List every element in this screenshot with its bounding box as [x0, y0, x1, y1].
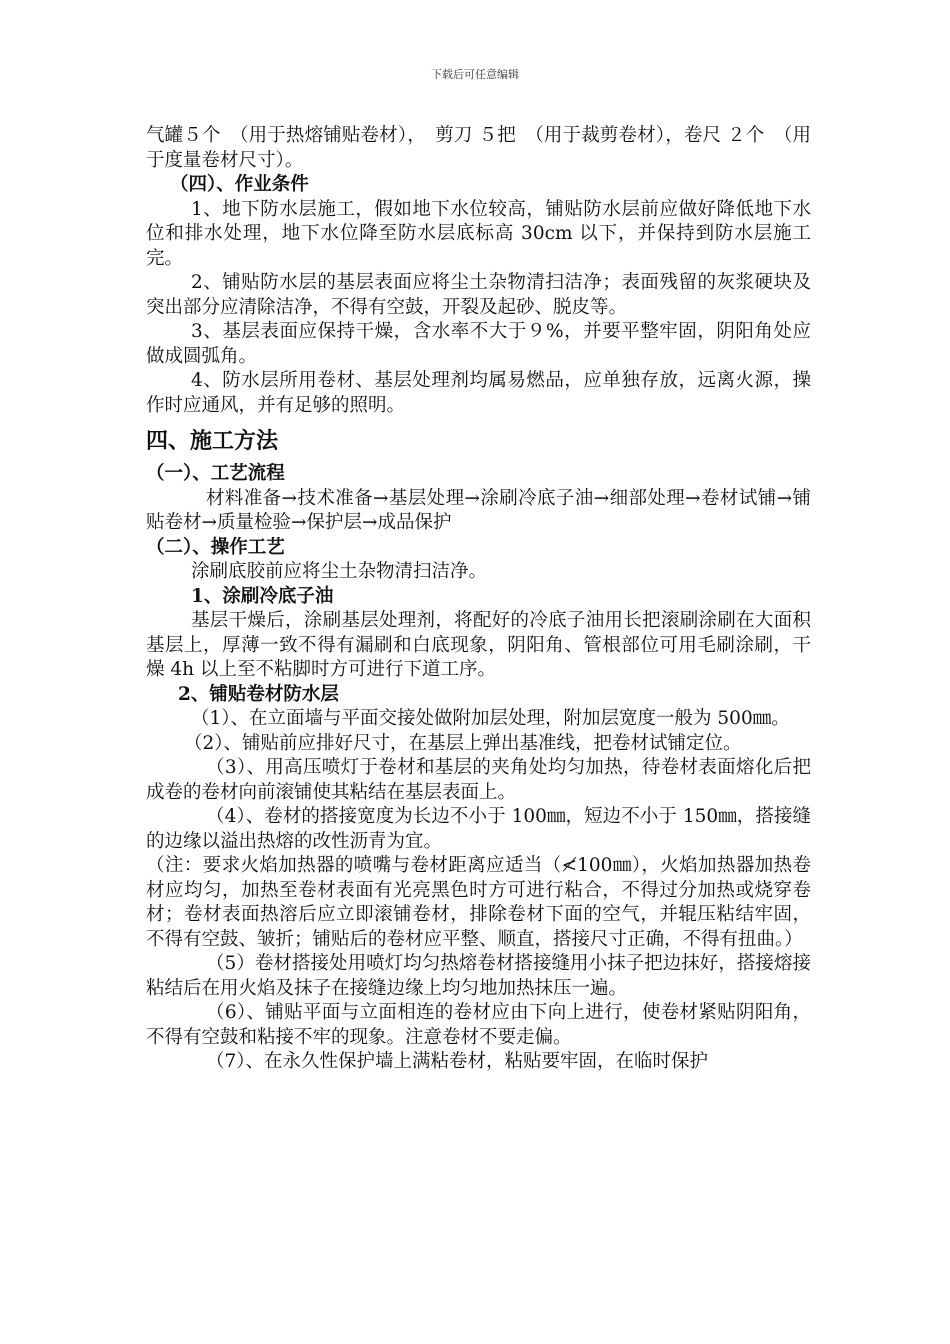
heading-membrane-laying: 2、铺贴卷材防水层 [178, 683, 339, 705]
paragraph-step-1: （1）、在立面墙与平面交接处做附加层处理，附加层宽度一般为 500㎜。 [191, 708, 790, 729]
paragraph-condition-3: 3、基层表面应保持干燥，含水率不大于９%，并要平整牢固，阴阳角处应做成圆弧角。 [146, 321, 811, 367]
paragraph-step-5: （5）卷材搭接处用喷灯均匀热熔卷材搭接缝用小抹子把边抹好，搭接熔接粘结后在用火焰及抹子在接缝边缘上均匀地加热抹压一遍。 [146, 953, 811, 999]
paragraph-condition-4: 4、防水层所用卷材、基层处理剂均属易燃品，应单独存放，远离火源，操作时应通风，并有足够的照明。 [146, 370, 811, 416]
page-header: 下载后可任意编辑 [431, 68, 519, 81]
section-heading-construction-method: 四、施工方法 [146, 428, 279, 454]
paragraph-tools-continued: 气罐５个 （用于热熔铺贴卷材）， 剪刀 ５把 （用于裁剪卷材），卷尺 ２个 （用于度量卷材尺寸）。 [146, 125, 811, 171]
paragraph-condition-2: 2、铺贴防水层的基层表面应将尘土杂物清扫洁净；表面残留的灰浆硬块及突出部分应清除洁净，不得有空鼓，开裂及起砂、脱皮等。 [146, 272, 811, 318]
heading-work-conditions: （四）、作业条件 [170, 174, 309, 195]
paragraph-condition-1: 1、地下防水层施工，假如地下水位较高，铺贴防水层前应做好降低地下水位和排水处理，地下水位降至防水层底标高 30cm 以下，并保持到防水层施工完。 [146, 198, 811, 269]
heading-primer-coating: 1、涂刷冷底子油 [191, 585, 334, 607]
paragraph-step-3: （3）、用高压喷灯于卷材和基层的夹角处均匀加热，待卷材表面熔化后把成卷的卷材向前滚铺使其粘结在基层表面上。 [146, 757, 811, 803]
heading-process-flow: （一）、工艺流程 [146, 463, 285, 484]
heading-operation-process: （二）、操作工艺 [146, 536, 285, 558]
paragraph-step-6: （6）、铺贴平面与立面相连的卷材应由下向上进行，使卷材紧贴阴阳角，不得有空鼓和粘接不牢的现象。注意卷材不要走偏。 [146, 1002, 811, 1048]
paragraph-process-flow: 材料准备→技术准备→基层处理→涂刷冷底子油→细部处理→卷材试铺→铺贴卷材→质量检验→保护层→成品保护 [146, 487, 811, 533]
paragraph-step-4: （4）、卷材的搭接宽度为长边不小于 100㎜，短边不小于 150㎜，搭接缝的边缘以溢出热熔的改性沥青为宜。 [146, 806, 811, 852]
paragraph-step-7: （7）、在永久性保护墙上满粘卷材，粘贴要牢固，在临时保护 [206, 1051, 709, 1072]
document-body [146, 124, 811, 1075]
paragraph-note: （注：要求火焰加热器的喷嘴与卷材距离应适当（≮100㎜），火焰加热器加热卷材应均匀，加热至卷材表面有光亮黑色时方可进行粘合，不得过分加热或烧穿卷材；卷材表面热溶后应立即滚铺卷材，排除卷材下面的空气，并辊压粘结牢固，不得有空鼓、皱折；铺贴后的卷材应平整、顺直，搭接尺寸正确，不得有扭曲。） [146, 855, 811, 950]
paragraph-step-2: （2）、铺贴前应排好尺寸，在基层上弹出基准线，把卷材试铺定位。 [184, 732, 742, 754]
paragraph-primer-coating: 基层干燥后，涂刷基层处理剂，将配好的冷底子油用长把滚刷涂刷在大面积基层上，厚薄一致不得有漏刷和白底现象，阴阳角、管根部位可用毛刷涂刷，干燥 4h 以上至不粘脚时方可进行下道工序。 [146, 610, 811, 680]
paragraph-operation-intro: 涂刷底胶前应将尘土杂物清扫洁净。 [191, 561, 488, 582]
